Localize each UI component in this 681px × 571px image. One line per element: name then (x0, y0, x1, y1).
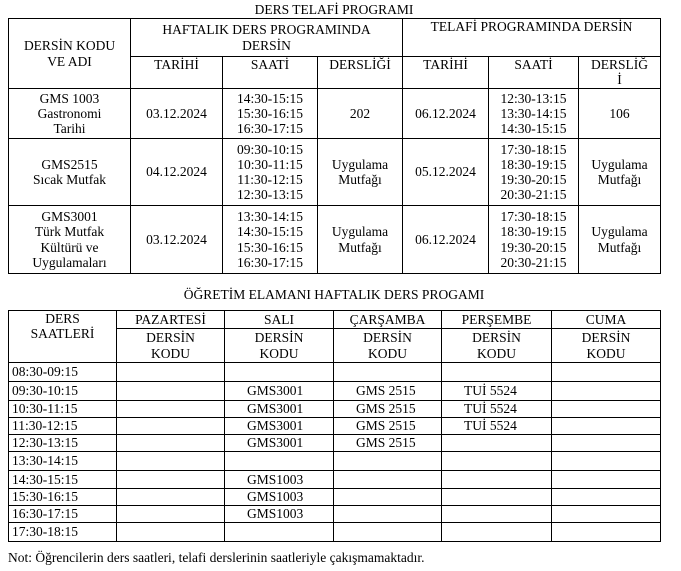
makeup-date-cell: 06.12.2024 (403, 89, 489, 139)
makeup-times-cell: 12:30-13:15 13:30-14:15 14:30-15:15 (489, 89, 579, 139)
header-makeup-time: SAATİ (489, 57, 579, 89)
schedule-row (9, 471, 661, 489)
makeup-room-cell: Uygulama Mutfağı (579, 206, 661, 274)
course-code-cell: GMS 2515 (334, 418, 442, 435)
course-code-cell (552, 382, 661, 401)
hour-cell: 15:30-16:15 (9, 489, 117, 506)
hour-cell: 17:30-18:15 (9, 523, 117, 542)
schedule-row (9, 523, 661, 542)
makeup-program-table (8, 18, 661, 274)
course-code-cell (442, 435, 552, 452)
header-weekly-time: SAATİ (223, 57, 318, 89)
schedule-row (9, 506, 661, 523)
makeup-date-cell: 06.12.2024 (403, 206, 489, 274)
course-code-cell (117, 418, 225, 435)
weekly-room-cell: Uygulama Mutfağı (318, 139, 403, 206)
schedule-row (9, 452, 661, 471)
day-header: SALI (225, 311, 334, 329)
day-subheader: DERSİN KODU (225, 329, 334, 363)
course-code-cell (117, 506, 225, 523)
course-code-cell: GMS1003 (225, 506, 334, 523)
hour-cell: 14:30-15:15 (9, 471, 117, 489)
course-code-cell: GMS 2515 (334, 435, 442, 452)
day-header: ÇARŞAMBA (334, 311, 442, 329)
course-code-cell: GMS 2515 (334, 401, 442, 418)
schedule-row (9, 401, 661, 418)
course-code-cell (334, 471, 442, 489)
course-code-cell (442, 506, 552, 523)
makeup-room-cell: Uygulama Mutfağı (579, 139, 661, 206)
weekly-date-cell: 04.12.2024 (131, 139, 223, 206)
course-code-cell (334, 363, 442, 382)
makeup-times-cell: 17:30-18:15 18:30-19:15 19:30-20:15 20:30-21:15 (489, 206, 579, 274)
course-code-cell: TUİ 5524 (442, 401, 552, 418)
course-code-cell: GMS3001 (225, 382, 334, 401)
course-code-cell (552, 452, 661, 471)
day-subheader: DERSİN KODU (117, 329, 225, 363)
course-code-cell: GMS1003 (225, 489, 334, 506)
course-code-cell (552, 506, 661, 523)
weekly-table-title: ÖĞRETİM ELAMANI HAFTALIK DERS PROGAMI (183, 287, 485, 302)
course-cell: GMS 1003 Gastronomi Tarihi (9, 89, 131, 139)
course-code-cell (117, 471, 225, 489)
hour-cell: 11:30-12:15 (9, 418, 117, 435)
course-code-cell (552, 489, 661, 506)
course-code-cell (334, 489, 442, 506)
course-code-cell: GMS3001 (225, 435, 334, 452)
course-code-cell: GMS 2515 (334, 382, 442, 401)
course-code-cell (334, 506, 442, 523)
weekly-times-cell: 09:30-10:15 10:30-11:15 11:30-12:15 12:30-13:15 (223, 139, 318, 206)
course-code-cell: TUİ 5524 (442, 418, 552, 435)
hour-cell: 08:30-09:15 (9, 363, 117, 382)
schedule-row (9, 418, 661, 435)
course-code-cell (552, 401, 661, 418)
header-weekly-date: TARİHİ (131, 57, 223, 89)
makeup-table-title: DERS TELAFİ PROGRAMI (254, 2, 414, 17)
header-makeup-group: TELAFİ PROGRAMINDA DERSİN (403, 19, 661, 57)
weekly-date-cell: 03.12.2024 (131, 89, 223, 139)
course-code-cell (552, 418, 661, 435)
day-subheader: DERSİN KODU (334, 329, 442, 363)
table-row (9, 206, 661, 274)
schedule-row (9, 435, 661, 452)
hour-cell: 12:30-13:15 (9, 435, 117, 452)
weekly-times-cell: 14:30-15:15 15:30-16:15 16:30-17:15 (223, 89, 318, 139)
header-makeup-date: TARİHİ (403, 57, 489, 89)
course-code-cell (552, 471, 661, 489)
course-code-cell (334, 523, 442, 542)
makeup-times-cell: 17:30-18:15 18:30-19:15 19:30-20:15 20:30-21:15 (489, 139, 579, 206)
course-code-cell (442, 523, 552, 542)
course-code-cell (225, 452, 334, 471)
course-code-cell (117, 523, 225, 542)
header-weekly-group: HAFTALIK DERS PROGRAMINDA DERSİN (131, 19, 403, 57)
makeup-date-cell: 05.12.2024 (403, 139, 489, 206)
table-row (9, 139, 661, 206)
course-code-cell (442, 452, 552, 471)
footnote: Not: Öğrencilerin ders saatleri, telafi derslerinin saatleriyle çakışmamaktadır. (8, 550, 425, 565)
makeup-room-cell: 106 (579, 89, 661, 139)
schedule-row (9, 489, 661, 506)
course-code-cell (117, 435, 225, 452)
header-weekly-room: DERSLİĞİ (318, 57, 403, 89)
course-code-cell (334, 452, 442, 471)
course-code-cell (225, 363, 334, 382)
course-code-cell (552, 523, 661, 542)
course-code-cell (117, 363, 225, 382)
course-code-cell (117, 382, 225, 401)
course-code-cell (117, 452, 225, 471)
course-code-cell: TUİ 5524 (442, 382, 552, 401)
weekly-schedule-table (8, 310, 661, 542)
weekly-times-cell: 13:30-14:15 14:30-15:15 15:30-16:15 16:30-17:15 (223, 206, 318, 274)
course-code-cell (442, 471, 552, 489)
hour-cell: 13:30-14:15 (9, 452, 117, 471)
weekly-room-cell: 202 (318, 89, 403, 139)
course-code-cell (117, 401, 225, 418)
weekly-date-cell: 03.12.2024 (131, 206, 223, 274)
course-code-cell: GMS3001 (225, 418, 334, 435)
schedule-row (9, 382, 661, 401)
day-header: PAZARTESİ (117, 311, 225, 329)
day-subheader: DERSİN KODU (442, 329, 552, 363)
header-makeup-room: DERSLİĞ İ (579, 57, 661, 89)
table-row (9, 89, 661, 139)
course-code-cell (552, 435, 661, 452)
day-header: CUMA (552, 311, 661, 329)
day-header: PERŞEMBE (442, 311, 552, 329)
header-course: DERSİN KODU VE ADI (9, 19, 131, 89)
hour-cell: 09:30-10:15 (9, 382, 117, 401)
hour-cell: 10:30-11:15 (9, 401, 117, 418)
course-code-cell (225, 523, 334, 542)
course-code-cell: GMS1003 (225, 471, 334, 489)
weekly-room-cell: Uygulama Mutfağı (318, 206, 403, 274)
course-code-cell (442, 363, 552, 382)
hour-cell: 16:30-17:15 (9, 506, 117, 523)
schedule-row (9, 363, 661, 382)
header-hours: DERS SAATLERİ (9, 311, 117, 363)
day-subheader: DERSİN KODU (552, 329, 661, 363)
course-code-cell: GMS3001 (225, 401, 334, 418)
course-cell: GMS3001 Türk Mutfak Kültürü ve Uygulamaları (9, 206, 131, 274)
course-code-cell (552, 363, 661, 382)
course-cell: GMS2515 Sıcak Mutfak (9, 139, 131, 206)
course-code-cell (117, 489, 225, 506)
course-code-cell (442, 489, 552, 506)
